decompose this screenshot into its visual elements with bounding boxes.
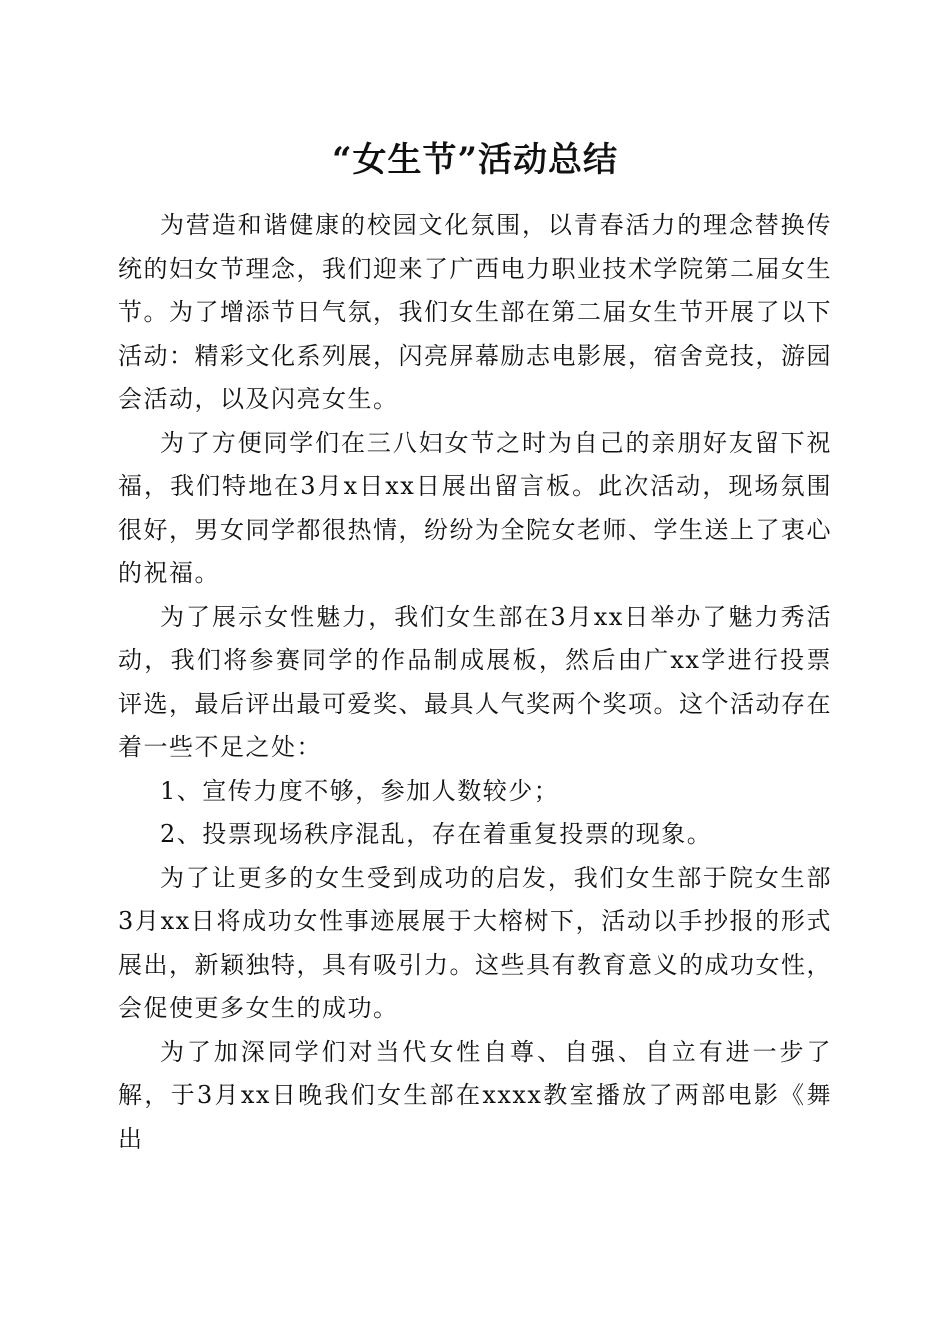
- paragraph-charm-show: 为了展示女性魅力，我们女生部在3月xx日举办了魅力秀活动，我们将参赛同学的作品制成展板，然后由广xx学进行投票评选，最后评出最可爱奖、最具人气奖两个奖项。这个活动存在着一些不足之处：: [118, 602, 832, 761]
- document-body: [118, 204, 832, 1161]
- list-item-shortcoming-2: 2、投票现场秩序混乱，存在着重复投票的现象。: [160, 820, 713, 848]
- list-item-shortcoming-1: 1、宣传力度不够，参加人数较少；: [160, 776, 560, 805]
- paragraph-intro: 为营造和谐健康的校园文化氛围，以青春活力的理念替换传统的妇女节理念，我们迎来了广西电力职业技术学院第二届女生节。为了增添节日气氛，我们女生部在第二届女生节开展了以下活动：精彩文化系列展，闪亮屏幕励志电影展，宿舍竞技，游园会活动，以及闪亮女生。: [118, 211, 832, 413]
- document-title: “女生节”活动总结: [331, 140, 619, 180]
- paragraph-success-exhibition: 为了让更多的女生受到成功的启发，我们女生部于院女生部3月xx日将成功女性事迹展展于大榕树下，活动以手抄报的形式展出，新颖独特，具有吸引力。这些具有教育意义的成功女性，会促使更多女生的成功。: [118, 863, 832, 1022]
- paragraph-message-board: 为了方便同学们在三八妇女节之时为自己的亲朋好友留下祝福，我们特地在3月x日xx日展出留言板。此次活动，现场氛围很好，男女同学都很热情，纷纷为全院女老师、学生送上了衷心的祝福。: [118, 428, 832, 587]
- paragraph-movie-screening: 为了加深同学们对当代女性自尊、自强、自立有进一步了解，于3月xx日晚我们女生部在xxxx教室播放了两部电影《舞出: [118, 1037, 832, 1153]
